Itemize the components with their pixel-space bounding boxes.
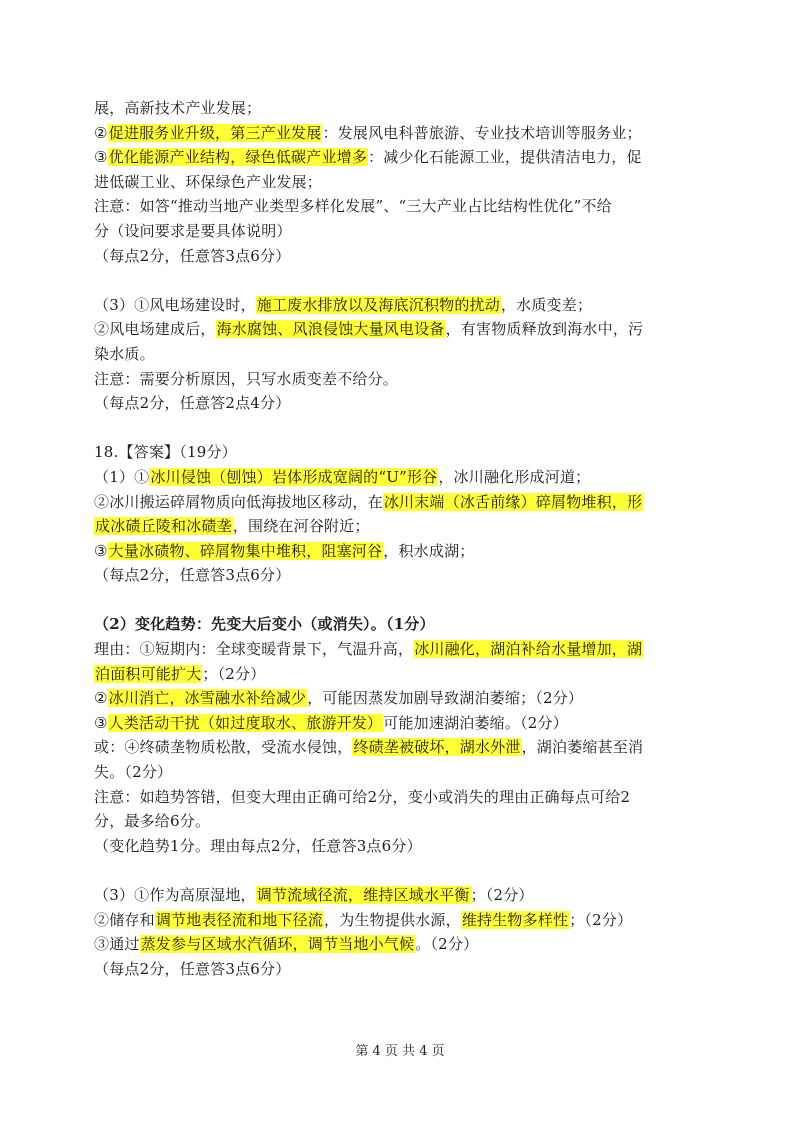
text-segment: （变化趋势1分。理由每点2分，任意答3点6分） <box>94 836 422 855</box>
text-segment: 18.【答案】（19分） <box>94 443 237 462</box>
text-segment: ，为生物提供水源， <box>324 910 461 929</box>
highlighted-text: 调节流域径流，维持区域水平衡 <box>256 886 470 904</box>
text-segment: 进低碳工业、环保绿色产业发展； <box>94 172 323 191</box>
text-segment: ②风电场建成后， <box>94 320 216 339</box>
page-footer: 第 4 页 共 4 页 <box>355 1044 445 1059</box>
text-line <box>94 809 714 834</box>
text-line <box>94 785 714 810</box>
text-segment: 分（设问要求是要具体说明） <box>94 221 292 240</box>
text-segment: ；（2分） <box>202 664 266 683</box>
text-segment: ：减少化石能源工业，提供清洁电力，促 <box>368 148 642 167</box>
text-line <box>94 834 714 859</box>
text-line <box>94 760 714 785</box>
text-segment: ，积水成湖； <box>383 541 475 560</box>
highlighted-text: 蒸发参与区域水汽循环，调节当地小气候 <box>140 935 415 954</box>
text-segment: （每点2分，任意答2点4分） <box>94 394 291 413</box>
text-segment: ，围绕在河谷附近； <box>232 517 370 536</box>
text-line <box>94 244 714 269</box>
highlighted-text: 成冰碛丘陵和冰碛垄 <box>95 517 232 536</box>
highlighted-text: 调节地表径流和地下径流 <box>155 910 324 929</box>
text-segment: 展，高新技术产业发展； <box>94 99 262 117</box>
text-segment: （3）①作为高原湿地， <box>94 886 256 904</box>
text-line <box>94 563 714 588</box>
text-line <box>94 96 714 121</box>
text-line <box>94 194 714 219</box>
text-segment: 。（2分） <box>415 935 479 954</box>
text-line <box>94 711 714 736</box>
text-line <box>94 514 714 539</box>
text-segment: ② <box>94 123 108 142</box>
highlighted-text: 人类活动干扰（如过度取水、旅游开发） <box>108 713 383 732</box>
text-segment: ③ <box>94 148 108 167</box>
text-segment: ，湖泊萎缩甚至消 <box>521 738 644 757</box>
text-line <box>94 735 714 760</box>
text-line <box>94 637 714 662</box>
text-segment: 染水质。 <box>94 344 155 363</box>
blank-line <box>94 858 714 883</box>
text-segment: 失。（2分） <box>94 763 173 782</box>
text-segment: ，有害物质释放到海水中，污 <box>445 320 644 339</box>
text-segment: ；（2分） <box>470 886 534 904</box>
text-segment: ②储存和 <box>94 910 155 929</box>
blank-line <box>94 268 714 293</box>
text-segment: 注意：如趋势答错，但变大理由正确可给2分，变小或消失的理由正确每点可给2 <box>94 787 631 806</box>
text-line <box>94 440 714 465</box>
text-segment: ，水质变差； <box>500 295 593 314</box>
highlighted-text: 冰川消亡，冰雪融水补给减少 <box>108 689 307 708</box>
highlighted-text: 冰川融化，湖泊补给水量增加，湖 <box>414 640 643 659</box>
text-line <box>94 662 714 687</box>
bold-heading: （2）变化趋势：先变大后变小（或消失）。（1分） <box>94 615 435 634</box>
text-line <box>94 465 714 490</box>
text-line <box>94 686 714 711</box>
text-line <box>94 957 714 982</box>
text-line <box>94 170 714 195</box>
highlighted-text: 促进服务业升级，第三产业发展 <box>108 123 322 142</box>
text-line <box>94 219 714 244</box>
text-segment: ②冰川搬运碎屑物质向低海拔地区移动，在 <box>94 492 383 511</box>
text-line <box>94 908 714 933</box>
highlighted-text: 终碛垄被破坏，湖水外泄 <box>353 738 521 757</box>
highlighted-text: 维持生物多样性 <box>461 910 569 929</box>
blank-line <box>94 416 714 441</box>
text-line <box>94 121 714 146</box>
text-segment: 或：④终碛垄物质松散，受流水侵蚀， <box>94 738 353 757</box>
text-segment: ③通过 <box>94 935 140 954</box>
text-segment: ，冰川融化形成河道； <box>438 467 591 486</box>
text-segment: 可能加速湖泊萎缩。（2分） <box>383 713 568 732</box>
text-segment: （每点2分，任意答3点6分） <box>94 959 291 978</box>
highlighted-text: 大量冰碛物、碎屑物集中堆积，阻塞河谷 <box>108 541 383 560</box>
highlighted-text: 冰川末端（冰舌前缘）碎屑物堆积，形 <box>383 492 643 511</box>
highlighted-text: 泊面积可能扩大 <box>95 664 202 683</box>
text-segment: 分，最多给6分。 <box>94 812 211 831</box>
text-line <box>94 391 714 416</box>
text-line <box>94 539 714 564</box>
highlighted-text: 冰川侵蚀（刨蚀）岩体形成宽阔的“U”形谷 <box>150 467 438 486</box>
text-segment: ③ <box>94 713 108 732</box>
blank-line <box>94 588 714 613</box>
text-line <box>94 317 714 342</box>
answer-document <box>94 96 714 981</box>
highlighted-text: 优化能源产业结构，绿色低碳产业增多 <box>108 148 368 167</box>
text-line <box>94 490 714 515</box>
text-segment: 注意：需要分析原因，只写水质变差不给分。 <box>94 369 399 388</box>
text-segment: ，可能因蒸发加剧导致湖泊萎缩；（2分） <box>307 689 584 708</box>
text-segment: （每点2分，任意答3点6分） <box>94 566 291 585</box>
text-segment: （3）①风电场建设时， <box>94 295 256 314</box>
highlighted-text: 施工废水排放以及海底沉积物的扰动 <box>256 295 500 314</box>
text-segment: 理由：①短期内：全球变暖背景下，气温升高， <box>94 640 414 659</box>
text-segment: 注意：如答“推动当地产业类型多样化发展”、“三大产业占比结构性优化”不给 <box>94 197 612 216</box>
highlighted-text: 海水腐蚀、风浪侵蚀大量风电设备 <box>216 320 445 339</box>
text-line <box>94 883 714 908</box>
text-line <box>94 932 714 957</box>
text-line <box>94 367 714 392</box>
text-segment: ：发展风电科普旅游、专业技术培训等服务业； <box>322 123 642 142</box>
text-line <box>94 145 714 170</box>
text-segment: ；（2分） <box>569 910 633 929</box>
text-line <box>94 342 714 367</box>
text-segment: （每点2分，任意答3点6分） <box>94 246 291 265</box>
text-segment: （1）① <box>94 467 150 486</box>
text-line <box>94 612 714 637</box>
text-segment: ③ <box>94 541 108 560</box>
text-line <box>94 293 714 318</box>
text-segment: ② <box>94 689 108 708</box>
